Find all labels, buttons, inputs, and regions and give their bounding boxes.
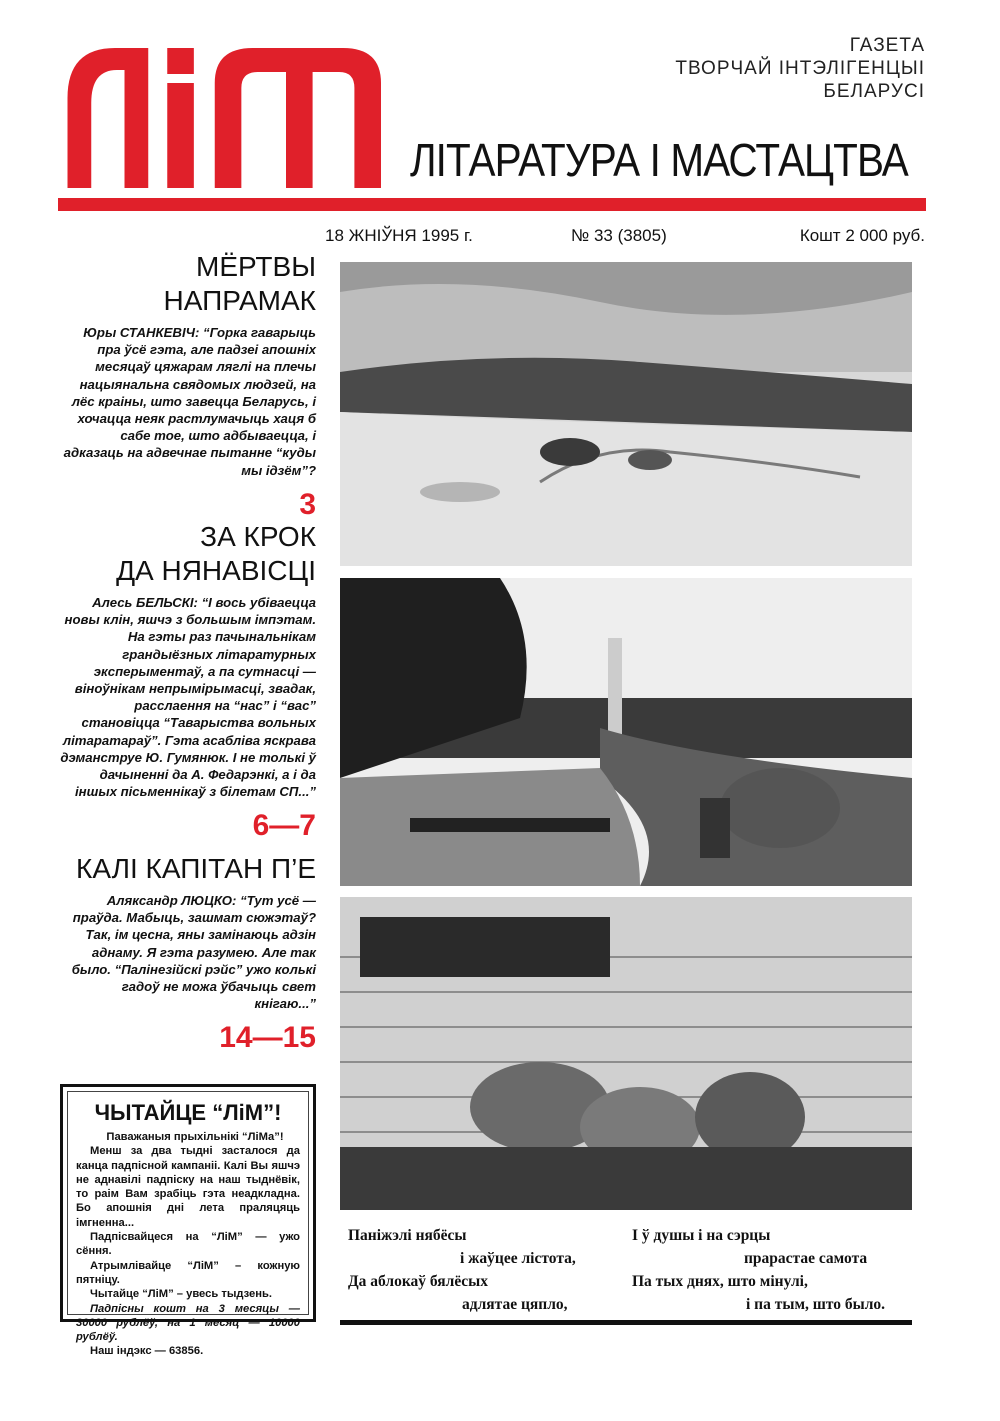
story-title-line: НАПРАМАК <box>163 285 316 316</box>
story-excerpt: Юры СТАНКЕВІЧ: “Горка гаварыць пра ўсё гэта, але падзеі апошніх месяцаў цяжарам ляглі на плечы нацыянальна свядомых людзей, на лёс краіны, што завецца Беларусь, і хочацца неяк растлумачыць хаця б сабе тое, што адбываецца, і адказаць на адвечнае пытанне “куды мы ідзём”? <box>63 325 316 478</box>
promo-index: Наш індэкс — 63856. <box>90 1345 204 1358</box>
story-page-number: 6—7 <box>252 809 316 843</box>
story-page-number: 14—15 <box>219 1021 316 1055</box>
lim-logo-graphic <box>58 28 386 188</box>
promo-line: Атрымлівайце “ЛіМ” – кожную пятніцу. <box>76 1259 300 1286</box>
poem-line: адлятае цяпло, <box>462 1296 568 1313</box>
story-page-number: 3 <box>299 487 316 521</box>
masthead-red-rule <box>58 198 926 211</box>
issue-number: № 33 (3805) <box>571 226 667 245</box>
story-title <box>58 852 316 886</box>
bottom-rule <box>340 1320 912 1325</box>
tagline-line: ГАЗЕТА <box>849 35 925 56</box>
promo-line: Падпісвайцеся на “ЛіМ” — ужо сёння. <box>76 1231 300 1258</box>
poem-column-right <box>632 1224 902 1316</box>
story-teaser[interactable] <box>58 520 316 844</box>
village-road-photo <box>340 578 912 886</box>
story-excerpt: Аляксандр ЛЮЦКО: “Тут усё — праўда. Мабыць, зашмат сюжэтаў? Так, ім цесна, яны замінаюць адзін аднаму. Я гэта разумею. Але так было. “Палінезійскі рэйс” ужо колькі гадоў не можа ўбачыць свет кнігаю...” <box>71 893 316 1012</box>
landscape-photo <box>340 262 912 566</box>
story-title <box>58 520 316 588</box>
newspaper-logo <box>58 28 386 188</box>
promo-title: ЧЫТАЙЦЕ “ЛіМ”! <box>94 1100 282 1125</box>
story-title-line: КАЛІ КАПІТАН П’Е <box>76 853 316 884</box>
subscription-promo-box <box>60 1084 316 1358</box>
poem-caption <box>340 1210 912 1313</box>
story-title-line: ЗА КРОК <box>200 521 316 552</box>
paper-name: ЛІТАРАТУРА І МАСТАЦТВА <box>410 134 908 186</box>
poem-line: і жаўцее лістота, <box>460 1250 576 1267</box>
tagline-line: ТВОРЧАЙ ІНТЭЛІГЕНЦЫІ <box>675 58 925 79</box>
poem-line: Паніжэлі нябёсы <box>348 1227 467 1244</box>
story-title <box>58 250 316 318</box>
issue-date: 18 ЖНІЎНЯ 1995 г. <box>325 226 473 245</box>
promo-greeting: Паважаныя прыхільнікі “ЛіМа”! <box>106 1131 284 1143</box>
poem-line: Да аблокаў бялёсых <box>348 1273 488 1290</box>
issue-line <box>325 226 925 250</box>
poem-line: Па тых днях, што мінулі, <box>632 1273 808 1290</box>
promo-body: Менш за два тыдні засталося да канца падпісной кампаніі. Калі Вы яшчэ не аднавілі падпіску на наш тыднёвік, то раім Вам зрабіць гэта неадкладна. Бо апошнія дні лета праляцяць імгненна... <box>76 1145 300 1229</box>
poem-line: і па тым, што было. <box>746 1296 886 1313</box>
tagline <box>675 34 925 103</box>
promo-line: Чытайце “ЛіМ” – увесь тыдзень. <box>90 1288 272 1301</box>
story-excerpt: Алесь БЕЛЬСКІ: “І вось убіваецца новы клін, яшчэ з большым імпэтам. На гэты раз пачынальнікам грандыёзных літаратурных эксперыментаў, а па сутнасці — віноўнікам непрымірымасці, звадак, расслаення на “нас” і “вас” становіцца “Таварыства вольных літаратараў”. Гэта асабліва яскрава дэманструе Ю. Гумянюк. І не толькі ў дачыненні да А. Федарэнкі, а і да іншых пісьменнікаў з білетам СП...” <box>60 595 316 800</box>
poem-line: І ў душы і на сэрцы <box>632 1227 771 1244</box>
story-title-line: ДА НЯНАВІСЦІ <box>116 555 316 586</box>
promo-price-note: Падпісны кошт на 3 месяцы — 30000 рублёў, на 1 месяц — 10000 рублёў. <box>76 1302 300 1344</box>
tagline-line: БЕЛАРУСІ <box>823 81 925 102</box>
story-teaser[interactable] <box>58 250 316 523</box>
issue-price: Кошт 2 000 руб. <box>799 226 925 245</box>
poem-line: прарастае самота <box>744 1250 868 1267</box>
story-teaser[interactable] <box>58 852 316 1056</box>
field-landscape-image <box>340 262 912 566</box>
poem-column-left <box>348 1224 618 1316</box>
horse-cart-road-image <box>340 578 912 886</box>
story-title-line: МЁРТВЫ <box>196 251 316 282</box>
